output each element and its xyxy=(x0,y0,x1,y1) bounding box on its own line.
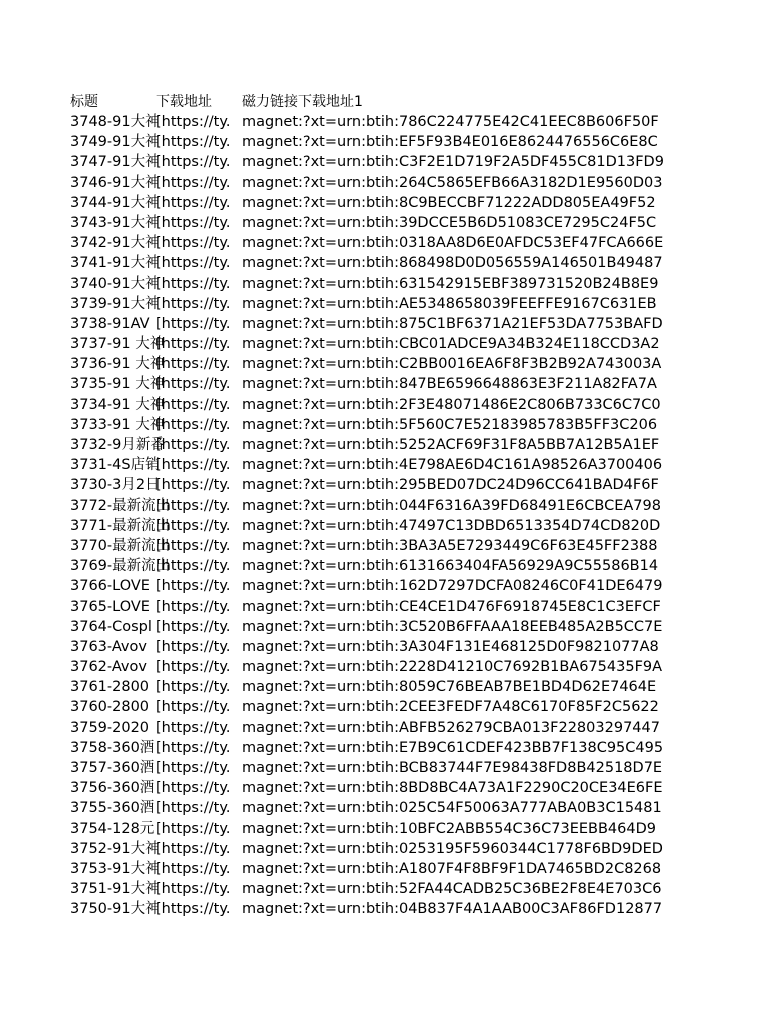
cell-title: 3763-Avov xyxy=(70,638,147,655)
cell-download-url[interactable]: [https://ty. xyxy=(156,860,231,877)
cell-download-url[interactable]: [https://ty. xyxy=(156,315,231,332)
cell-title: 3744-91大神 xyxy=(70,194,160,211)
cell-magnet-link[interactable]: magnet:?xt=urn:btih:52FA44CADB25C36BE2F8E4E703C6 xyxy=(242,881,662,898)
header-row xyxy=(70,92,674,112)
cell-magnet-link[interactable]: magnet:?xt=urn:btih:0318AA8D6E0AFDC53EF47FCA666E xyxy=(242,235,664,252)
cell-title: 3771-最新流出 xyxy=(70,517,171,534)
table-row xyxy=(70,798,674,818)
cell-magnet-link[interactable]: magnet:?xt=urn:btih:786C224775E42C41EEC8B606F50F xyxy=(242,114,659,130)
cell-download-url[interactable]: [https://ty. xyxy=(156,638,231,655)
cell-title: 3731-4S店销 xyxy=(70,457,160,474)
table-row xyxy=(70,576,674,596)
table-row xyxy=(70,475,674,495)
cell-magnet-link[interactable]: magnet:?xt=urn:btih:8C9BECCBF71222ADD805EA49F52 xyxy=(242,194,656,211)
table-row xyxy=(70,112,674,132)
cell-magnet-link[interactable]: magnet:?xt=urn:btih:10BFC2ABB554C36C73EEBB464D9 xyxy=(242,820,656,837)
cell-magnet-link[interactable]: magnet:?xt=urn:btih:0253195F5960344C1778F6BD9DED xyxy=(242,840,663,857)
cell-magnet-link[interactable]: magnet:?xt=urn:btih:C2BB0016EA6F8F3B2B92A743003A xyxy=(242,356,662,373)
table-row xyxy=(70,879,674,899)
cell-title: 3754-128元 xyxy=(70,820,155,837)
table-row xyxy=(70,152,674,172)
cell-download-url[interactable]: [https://ty. xyxy=(156,416,231,433)
cell-magnet-link[interactable]: magnet:?xt=urn:btih:04B837F4A1AAB00C3AF86FD12877 xyxy=(242,901,663,918)
cell-title: 3755-360酒 xyxy=(70,800,155,817)
table-row xyxy=(70,597,674,617)
table-row xyxy=(70,253,674,273)
cell-magnet-link[interactable]: magnet:?xt=urn:btih:295BED07DC24D96CC641BAD4F6F xyxy=(242,477,659,494)
cell-magnet-link[interactable]: magnet:?xt=urn:btih:3BA3A5E7293449C6F63E45FF2388 xyxy=(242,537,658,554)
cell-title: 3740-91大神 xyxy=(70,275,160,292)
cell-download-url[interactable]: [https://ty. xyxy=(156,174,231,191)
cell-title: 3733-91 大神 xyxy=(70,416,165,433)
cell-download-url[interactable]: [https://ty. xyxy=(156,760,231,776)
cell-magnet-link[interactable]: magnet:?xt=urn:btih:C3F2E1D719F2A5DF455C81D13FD9 xyxy=(242,154,664,171)
table-row xyxy=(70,758,674,778)
table-row xyxy=(70,637,674,657)
cell-title: 3758-360酒 xyxy=(70,739,155,756)
cell-title: 3756-360酒 xyxy=(70,780,155,797)
cell-download-url[interactable]: [https://ty. xyxy=(156,820,231,837)
cell-download-url[interactable]: [https://ty. xyxy=(156,800,231,817)
table-row xyxy=(70,819,674,839)
cell-magnet-link[interactable]: magnet:?xt=urn:btih:2CEE3FEDF7A48C6170F85F2C5622 xyxy=(242,699,659,716)
table-row xyxy=(70,718,674,738)
spreadsheet-table xyxy=(70,92,674,920)
cell-magnet-link[interactable]: magnet:?xt=urn:btih:044F6316A39FD68491E6CBCEA798 xyxy=(242,497,661,514)
cell-title: 3770-最新流出 xyxy=(70,537,171,554)
cell-magnet-link[interactable]: magnet:?xt=urn:btih:BCB83744F7E98438FD8B42518D7E xyxy=(242,760,663,776)
cell-download-url[interactable]: [https://ty. xyxy=(156,699,231,716)
cell-download-url[interactable]: [https://ty. xyxy=(156,558,231,575)
cell-download-url[interactable]: [https://ty. xyxy=(156,840,231,857)
cell-magnet-link[interactable]: magnet:?xt=urn:btih:CE4CE1D476F6918745E8C1C3EFCF xyxy=(242,598,661,615)
table-row xyxy=(70,455,674,475)
table-row xyxy=(70,294,674,314)
table-row xyxy=(70,617,674,637)
cell-title: 3760-2800 xyxy=(70,699,150,716)
cell-download-url[interactable]: [https://ty. xyxy=(156,336,231,353)
cell-magnet-link[interactable]: magnet:?xt=urn:btih:39DCCE5B6D51083CE7295C24F5C xyxy=(242,214,657,231)
header-title: 标题 xyxy=(70,94,98,110)
cell-download-url[interactable]: [https://ty. xyxy=(156,194,231,211)
cell-title: 3738-91AV xyxy=(70,315,150,332)
cell-download-url[interactable]: [https://ty. xyxy=(156,881,231,898)
table-row xyxy=(70,415,674,435)
table-row xyxy=(70,556,674,576)
cell-download-url[interactable]: [https://ty. xyxy=(156,356,231,373)
cell-download-url[interactable]: [https://ty. xyxy=(156,578,231,595)
table-row xyxy=(70,354,674,374)
cell-download-url[interactable]: [https://ty. xyxy=(156,477,231,494)
cell-download-url[interactable]: [https://ty. xyxy=(156,457,231,474)
table-row xyxy=(70,173,674,193)
cell-title: 3749-91大神 xyxy=(70,134,160,151)
cell-title: 3761-2800 xyxy=(70,679,150,696)
cell-magnet-link[interactable]: magnet:?xt=urn:btih:5F560C7E52183985783B5FF3C206 xyxy=(242,416,658,433)
table-row xyxy=(70,395,674,415)
cell-magnet-link[interactable]: magnet:?xt=urn:btih:631542915EBF389731520B24B8E9 xyxy=(242,275,659,292)
table-row xyxy=(70,536,674,556)
table-row xyxy=(70,193,674,213)
cell-magnet-link[interactable]: magnet:?xt=urn:btih:8059C76BEAB7BE1BD4D62E7464E xyxy=(242,679,657,696)
cell-magnet-link[interactable]: magnet:?xt=urn:btih:264C5865EFB66A3182D1E9560D03 xyxy=(242,174,663,191)
cell-magnet-link[interactable]: magnet:?xt=urn:btih:3C520B6FFAAA18EEB485A2B5CC7E xyxy=(242,618,663,635)
cell-magnet-link[interactable]: magnet:?xt=urn:btih:3A304F131E468125D0F9821077A8 xyxy=(242,638,659,655)
table-row xyxy=(70,677,674,697)
cell-magnet-link[interactable]: magnet:?xt=urn:btih:AE5348658039FEEFFE9167C631EB xyxy=(242,295,657,312)
cell-magnet-link[interactable]: magnet:?xt=urn:btih:CBC01ADCE9A34B324E118CCD3A2 xyxy=(242,336,660,353)
table-row xyxy=(70,233,674,253)
cell-download-url[interactable]: [https://ty. xyxy=(156,598,231,615)
cell-download-url[interactable]: [https://ty. xyxy=(156,214,231,231)
table-row xyxy=(70,899,674,919)
table-row xyxy=(70,839,674,859)
cell-magnet-link[interactable]: magnet:?xt=urn:btih:025C54F50063A777ABA0B3C15481 xyxy=(242,800,662,817)
cell-download-url[interactable]: [https://ty. xyxy=(156,537,231,554)
cell-title: 3753-91大神 xyxy=(70,860,160,877)
cell-download-url[interactable]: [https://ty. xyxy=(156,134,231,151)
cell-download-url[interactable]: [https://ty. xyxy=(156,739,231,756)
cell-title: 3747-91大神 xyxy=(70,154,160,171)
cell-title: 3772-最新流出 xyxy=(70,497,171,514)
header-magnet-link: 磁力链接下载地址1 xyxy=(242,94,363,110)
cell-download-url[interactable]: [https://ty. xyxy=(156,780,231,797)
cell-magnet-link[interactable]: magnet:?xt=urn:btih:2F3E48071486E2C806B733C6C7C0 xyxy=(242,396,661,413)
cell-title: 3765-LOVE xyxy=(70,598,150,615)
table-row xyxy=(70,374,674,394)
cell-download-url[interactable]: [https://ty. xyxy=(156,114,231,130)
cell-download-url[interactable]: [https://ty. xyxy=(156,376,231,393)
table-row xyxy=(70,334,674,354)
cell-download-url[interactable]: [https://ty. xyxy=(156,659,231,676)
table-row xyxy=(70,435,674,455)
cell-magnet-link[interactable]: magnet:?xt=urn:btih:E7B9C61CDEF423BB7F138C95C495 xyxy=(242,739,664,756)
table-row xyxy=(70,516,674,536)
cell-title: 3769-最新流出 xyxy=(70,558,171,575)
table-row xyxy=(70,859,674,879)
table-row xyxy=(70,738,674,758)
table-row xyxy=(70,274,674,294)
cell-download-url[interactable]: [https://ty. xyxy=(156,517,231,534)
cell-magnet-link[interactable]: magnet:?xt=urn:btih:EF5F93B4E016E8624476556C6E8C xyxy=(242,134,658,151)
cell-download-url[interactable]: [https://ty. xyxy=(156,679,231,696)
cell-download-url[interactable]: [https://ty. xyxy=(156,154,231,171)
cell-title: 3759-2020 xyxy=(70,719,150,736)
cell-download-url[interactable]: [https://ty. xyxy=(156,901,231,918)
table-body xyxy=(70,112,674,920)
cell-title: 3766-LOVE xyxy=(70,578,150,595)
cell-title: 3737-91 大神 xyxy=(70,336,165,353)
cell-magnet-link[interactable]: magnet:?xt=urn:btih:47497C13DBD6513354D74CD820D xyxy=(242,517,661,534)
cell-magnet-link[interactable]: magnet:?xt=urn:btih:868498D0D056559A146501B49487 xyxy=(242,255,663,272)
table-row xyxy=(70,496,674,516)
cell-magnet-link[interactable]: magnet:?xt=urn:btih:4E798AE6D4C161A98526A3700406 xyxy=(242,457,663,474)
cell-title: 3730-3月2日 xyxy=(70,477,160,494)
cell-title: 3739-91大神 xyxy=(70,295,160,312)
cell-download-url[interactable]: [https://ty. xyxy=(156,255,231,272)
cell-magnet-link[interactable]: magnet:?xt=urn:btih:8BD8BC4A73A1F2290C20CE34E6FE xyxy=(242,780,663,797)
cell-title: 3751-91大神 xyxy=(70,881,160,898)
cell-title: 3748-91大神 xyxy=(70,114,160,130)
cell-title: 3734-91 大神 xyxy=(70,396,165,413)
cell-download-url[interactable]: [https://ty. xyxy=(156,719,231,736)
cell-download-url[interactable]: [https://ty. xyxy=(156,396,231,413)
cell-download-url[interactable]: [https://ty. xyxy=(156,275,231,292)
cell-download-url[interactable]: [https://ty. xyxy=(156,235,231,252)
table-row xyxy=(70,132,674,152)
cell-download-url[interactable]: [https://ty. xyxy=(156,437,231,453)
cell-title: 3750-91大神 xyxy=(70,901,160,918)
cell-title: 3746-91大神 xyxy=(70,174,160,191)
cell-magnet-link[interactable]: magnet:?xt=urn:btih:2228D41210C7692B1BA675435F9A xyxy=(242,659,663,676)
cell-magnet-link[interactable]: magnet:?xt=urn:btih:875C1BF6371A21EF53DA7753BAFD xyxy=(242,315,663,332)
table-row xyxy=(70,697,674,717)
cell-magnet-link[interactable]: magnet:?xt=urn:btih:5252ACF69F31F8A5BB7A12B5A1EF xyxy=(242,437,660,453)
cell-magnet-link[interactable]: magnet:?xt=urn:btih:6131663404FA56929A9C55586B14 xyxy=(242,558,659,575)
cell-title: 3743-91大神 xyxy=(70,214,160,231)
cell-magnet-link[interactable]: magnet:?xt=urn:btih:A1807F4F8BF9F1DA7465BD2C8268 xyxy=(242,860,662,877)
cell-title: 3736-91 大神 xyxy=(70,356,165,373)
header-download-url: 下载地址 xyxy=(156,94,212,110)
table-row xyxy=(70,778,674,798)
cell-download-url[interactable]: [https://ty. xyxy=(156,618,231,635)
cell-magnet-link[interactable]: magnet:?xt=urn:btih:ABFB526279CBA013F22803297447 xyxy=(242,719,660,736)
cell-magnet-link[interactable]: magnet:?xt=urn:btih:847BE6596648863E3F211A82FA7A xyxy=(242,376,657,393)
cell-title: 3757-360酒 xyxy=(70,760,155,776)
table-row xyxy=(70,314,674,334)
cell-download-url[interactable]: [https://ty. xyxy=(156,497,231,514)
cell-title: 3764-Cospl xyxy=(70,618,152,635)
cell-title: 3752-91大神 xyxy=(70,840,160,857)
table-row xyxy=(70,213,674,233)
cell-magnet-link[interactable]: magnet:?xt=urn:btih:162D7297DCFA08246C0F41DE6479 xyxy=(242,578,663,595)
cell-download-url[interactable]: [https://ty. xyxy=(156,295,231,312)
cell-title: 3742-91大神 xyxy=(70,235,160,252)
cell-title: 3762-Avov xyxy=(70,659,147,676)
cell-title: 3741-91大神 xyxy=(70,255,160,272)
cell-title: 3735-91 大神 xyxy=(70,376,165,393)
table-row xyxy=(70,657,674,677)
cell-title: 3732-9月新番 xyxy=(70,437,165,453)
